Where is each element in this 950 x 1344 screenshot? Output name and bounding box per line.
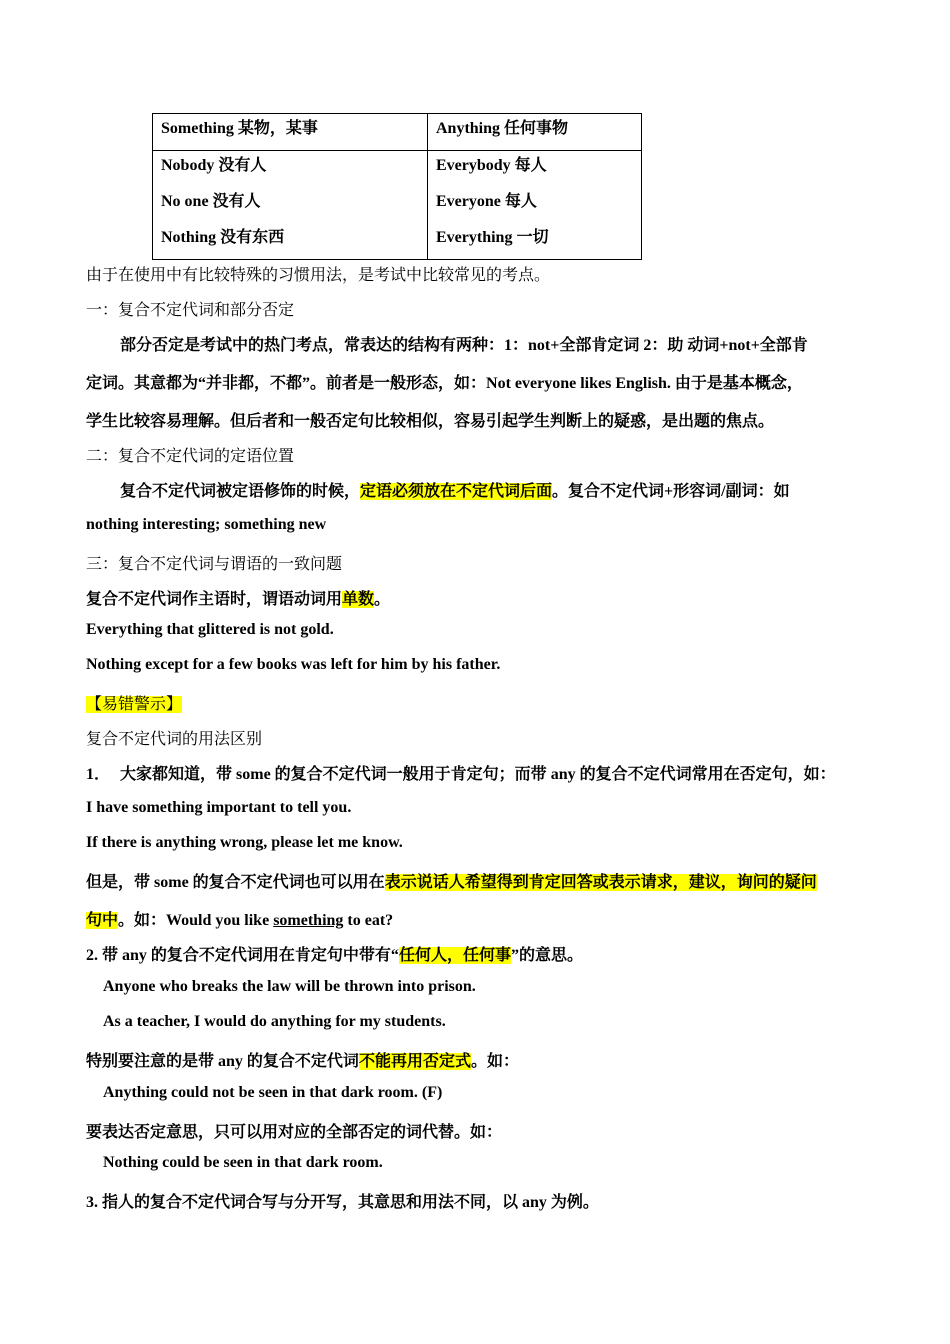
text: 带 <box>98 947 123 964</box>
text: any <box>550 766 576 783</box>
text: 特别要注意的是带 <box>86 1053 219 1070</box>
table-cell <box>428 151 642 260</box>
text: 的复合不定代词用在肯定句中带有“ <box>146 947 399 964</box>
highlighted-text: 句中 <box>86 912 119 929</box>
text: 。 <box>374 591 391 608</box>
paragraph <box>86 907 393 930</box>
text: any <box>522 1194 547 1211</box>
text: 大家都知道，带 <box>120 766 237 783</box>
table-row <box>153 151 642 260</box>
table-entry: No one 没有人 <box>161 193 261 210</box>
underlined-text: something <box>273 912 344 929</box>
example-sentence: As a teacher, I would do anything for my students. <box>103 1013 446 1030</box>
section-heading: 一：复合不定代词和部分否定 <box>86 302 295 319</box>
table-entry: Nobody 没有人 <box>161 157 267 174</box>
text: 的复合不定代词 <box>242 1053 359 1070</box>
paragraph <box>86 1189 599 1212</box>
table-entry: Nothing 没有东西 <box>161 229 285 246</box>
text: 复合不定代词被定语修饰的时候， <box>120 483 361 500</box>
vocabulary-table <box>152 113 642 260</box>
text: 。如： <box>470 1053 519 1070</box>
paragraph <box>86 586 390 609</box>
text: to eat? <box>343 912 394 929</box>
list-number: 2. <box>86 947 98 964</box>
text: 。如： <box>118 912 167 929</box>
paragraph <box>86 942 583 965</box>
example-sentence: Anything could not be seen in that dark room. (F) <box>103 1084 443 1101</box>
text: any <box>122 947 147 964</box>
paragraph <box>86 370 803 393</box>
text: 定词。其意都为“并非都，不都”。前者是一般形态，如： <box>86 375 487 392</box>
text: 由于是基本概念， <box>670 375 803 392</box>
list-number: 1． <box>86 766 111 783</box>
text: Would you like <box>166 912 274 929</box>
example-sentence: I have something important to tell you. <box>86 799 352 816</box>
paragraph: 要表达否定意思，只可以用对应的全部否定的词代替。如： <box>86 1124 503 1141</box>
highlighted-text: 定语必须放在不定代词后面 <box>360 483 553 500</box>
section-heading: 复合不定代词的用法区别 <box>86 731 263 748</box>
text: any <box>218 1053 243 1070</box>
list-number: 3. <box>86 1194 98 1211</box>
paragraph <box>86 761 836 784</box>
highlighted-text: 表示说话人希望得到肯定回答或表示请求，建议，询问的疑问 <box>384 874 817 891</box>
text: ”的意思。 <box>510 947 583 964</box>
example-sentence: nothing interesting; something new <box>86 516 327 533</box>
example-text: Not everyone likes English. <box>486 375 671 392</box>
example-sentence: Nothing could be seen in that dark room. <box>103 1154 383 1171</box>
paragraph <box>120 478 790 501</box>
table-entry: Everybody 每人 <box>436 157 547 174</box>
example-sentence: Everything that glittered is not gold. <box>86 621 334 638</box>
highlighted-text: 单数 <box>342 591 375 608</box>
text: 的复合不定代词一般用于肯定句；而带 <box>270 766 551 783</box>
highlighted-text: 任何人，任何事 <box>398 947 511 964</box>
example-sentence: Anyone who breaks the law will be thrown into prison. <box>103 978 476 995</box>
text: 复合不定代词作主语时，谓语动词用 <box>86 591 343 608</box>
table-entry: Everyone 每人 <box>436 193 537 210</box>
text: 但是，带 <box>86 874 155 891</box>
table-row <box>153 114 642 151</box>
example-sentence: Nothing except for a few books was left for him by his father. <box>86 656 501 673</box>
table-entry: Everything 一切 <box>436 229 549 246</box>
example-sentence: If there is anything wrong, please let me know. <box>86 834 403 851</box>
table-cell: Something 某物，某事 <box>153 114 428 151</box>
highlighted-text: 不能再用否定式 <box>358 1053 471 1070</box>
text: 指人的复合不定代词合写与分开写，其意思和用法不同，以 <box>98 1194 523 1211</box>
text: some <box>154 874 189 891</box>
paragraph: 部分否定是考试中的热门考点，常表达的结构有两种：1：not+全部肯定词 2：助 动词+not+全部肯 <box>120 337 808 354</box>
text: 。复合不定代词+形容词/副词：如 <box>552 483 790 500</box>
paragraph <box>86 1048 519 1071</box>
paragraph: 由于在使用中有比较特殊的习惯用法，是考试中比较常见的考点。 <box>86 267 551 284</box>
warning-heading <box>86 691 182 714</box>
paragraph: 学生比较容易理解。但后者和一般否定句比较相似，容易引起学生判断上的疑惑，是出题的焦点。 <box>86 413 775 430</box>
paragraph <box>86 869 817 892</box>
text: 为例。 <box>546 1194 599 1211</box>
highlighted-text: 【易错警示】 <box>86 696 183 713</box>
section-heading: 三：复合不定代词与谓语的一致问题 <box>86 556 343 573</box>
section-heading: 二：复合不定代词的定语位置 <box>86 448 295 465</box>
text: 的复合不定代词常用在否定句，如： <box>575 766 836 783</box>
text: 的复合不定代词也可以用在 <box>188 874 385 891</box>
text: some <box>236 766 271 783</box>
table-cell <box>153 151 428 260</box>
table-cell: Anything 任何事物 <box>428 114 642 151</box>
